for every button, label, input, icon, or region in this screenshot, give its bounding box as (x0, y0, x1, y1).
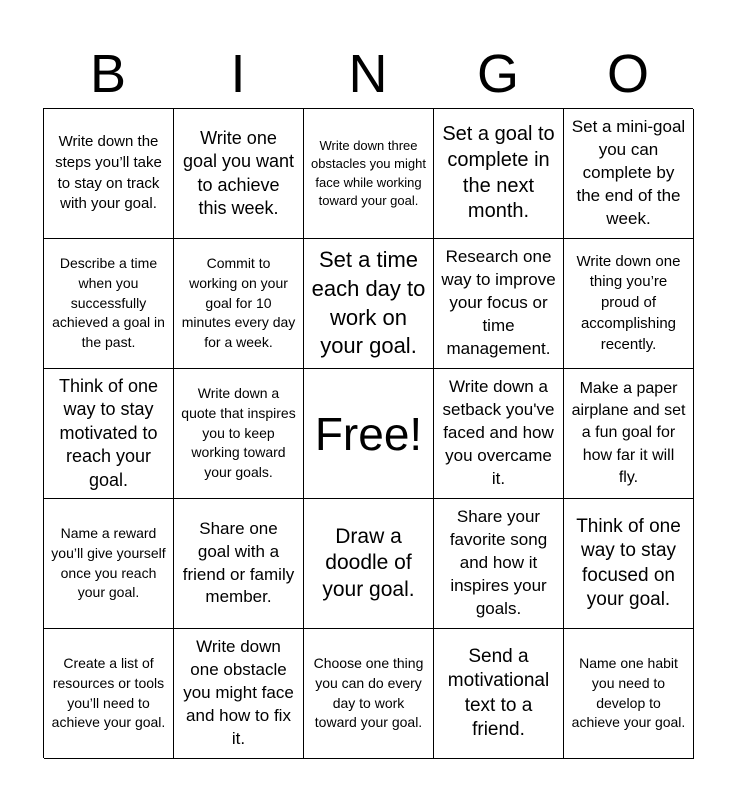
bingo-cell[interactable] (44, 239, 174, 369)
cell-text: Write down one thing you’re proud of accomplishing recently. (576, 252, 681, 353)
bingo-cell[interactable] (434, 369, 564, 499)
cell-text: Create a list of resources or tools you’ll need to achieve your goal. (51, 654, 166, 731)
cell-text: Write down the steps you’ll take to stay on track with your goal. (55, 133, 162, 213)
bingo-cell[interactable] (564, 629, 694, 759)
cell-text: Name one habit you need to develop to achieve your goal. (571, 654, 686, 731)
cell-text: Write one goal you want to achieve this week. (182, 127, 295, 218)
header-letter-o: O (606, 44, 649, 104)
cell-text: Write down one obstacle you might face and how to fix it. (183, 637, 294, 748)
bingo-cell[interactable] (304, 109, 434, 239)
free-space-text: Free! (314, 407, 423, 460)
cell-text: Set a time each day to work on your goal. (311, 247, 426, 359)
cell-text: Research one way to improve your focus or time management. (441, 247, 556, 358)
cell-text: Share your favorite song and how it inspires your goals. (449, 507, 548, 618)
cell-text: Write down a quote that inspires you to keep working toward your goals. (181, 384, 296, 481)
bingo-cell[interactable] (174, 109, 304, 239)
cell-text: Commit to working on your goal for 10 minutes every day for a week. (181, 254, 296, 351)
bingo-cell[interactable] (564, 499, 694, 629)
cell-text: Think of one way to stay motivated to reach your goal. (58, 376, 159, 490)
header-letter-n: N (348, 44, 388, 104)
bingo-cell[interactable] (434, 499, 564, 629)
cell-text: Send a motivational text to a friend. (447, 645, 550, 740)
bingo-cell[interactable] (434, 109, 564, 239)
cell-text: Name a reward you’ll give yourself once you reach your goal. (51, 524, 166, 601)
bingo-header (43, 40, 693, 108)
cell-text: Draw a doodle of your goal. (322, 524, 415, 601)
bingo-cell[interactable] (304, 499, 434, 629)
cell-text: Describe a time when you successfully achieved a goal in the past. (52, 254, 165, 351)
cell-text: Set a goal to complete in the next month. (442, 123, 555, 223)
cell-text: Share one goal with a friend or family member. (182, 518, 295, 607)
header-letter-b: B (89, 44, 127, 104)
bingo-cell[interactable] (174, 239, 304, 369)
cell-text: Write down three obstacles you might face while working toward your goal. (311, 138, 426, 208)
cell-text: Set a mini-goal you can complete by the end of the week. (571, 117, 686, 228)
header-letter-g: G (476, 44, 519, 104)
bingo-cell[interactable] (174, 369, 304, 499)
cell-text: Make a paper airplane and set a fun goal for how far it will fly. (571, 380, 686, 486)
free-space[interactable] (304, 369, 434, 499)
cell-text: Think of one way to stay focused on your goal. (576, 515, 681, 610)
bingo-cell[interactable] (304, 239, 434, 369)
bingo-cell[interactable] (564, 239, 694, 369)
bingo-cell[interactable] (44, 629, 174, 759)
bingo-board (43, 108, 693, 758)
bingo-cell[interactable] (44, 109, 174, 239)
bingo-cell[interactable] (44, 369, 174, 499)
bingo-cell[interactable] (564, 109, 694, 239)
bingo-cell[interactable] (434, 629, 564, 759)
cell-text: Write down a setback you've faced and how you overcame it. (442, 377, 555, 488)
bingo-cell[interactable] (564, 369, 694, 499)
header-letter-i: I (230, 44, 246, 104)
bingo-cell[interactable] (434, 239, 564, 369)
cell-text: Choose one thing you can do every day to work toward your goal. (313, 654, 424, 731)
bingo-cell[interactable] (44, 499, 174, 629)
bingo-cell[interactable] (174, 499, 304, 629)
bingo-cell[interactable] (304, 629, 434, 759)
bingo-cell[interactable] (174, 629, 304, 759)
